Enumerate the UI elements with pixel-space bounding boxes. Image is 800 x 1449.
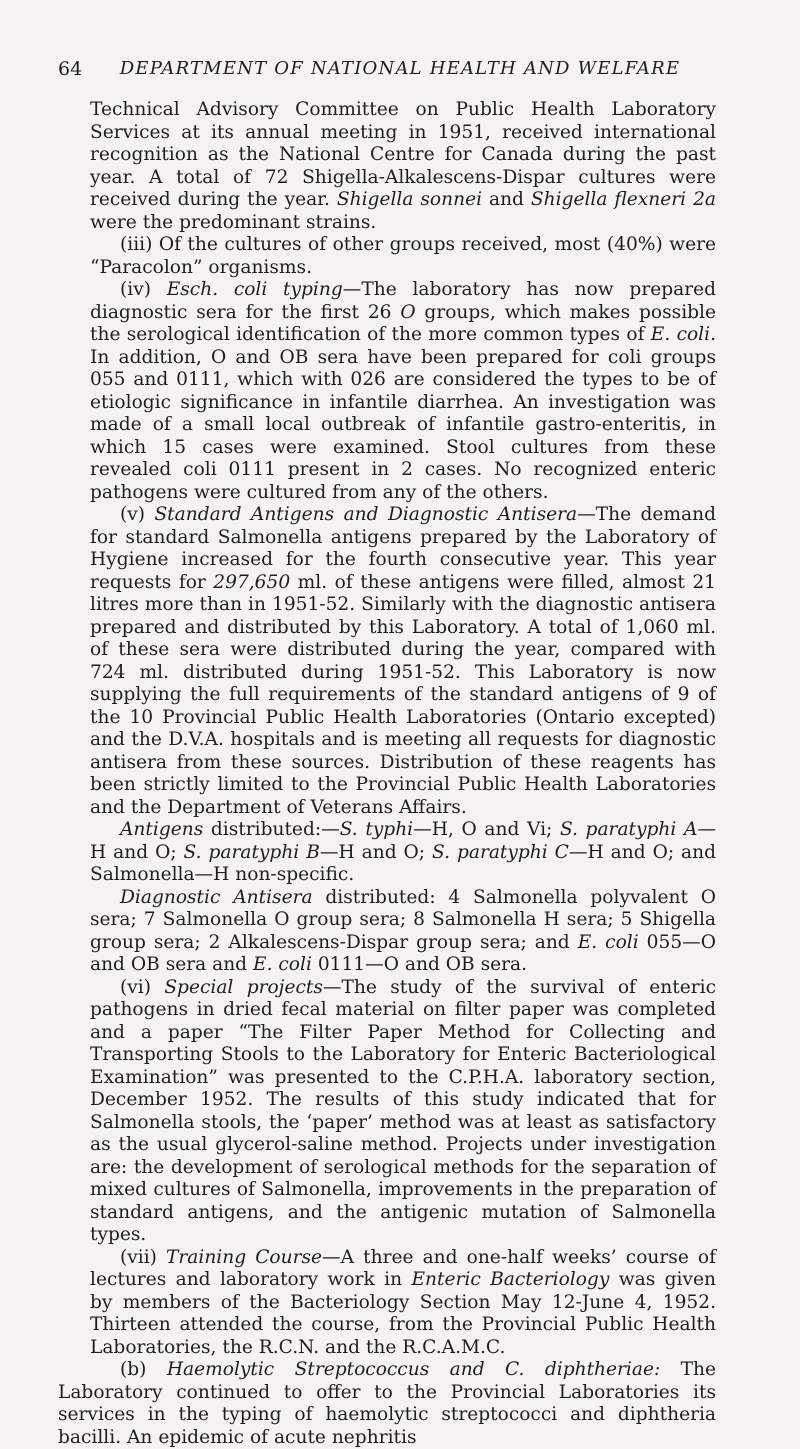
body-text xyxy=(58,99,717,1449)
text-run: —H, O and Vi; xyxy=(413,819,560,840)
italic-text: S. typhi xyxy=(339,819,414,840)
italic-text: S. paratyphi A xyxy=(559,819,698,840)
text-run: —H and O; and Salmonella—H non-specific. xyxy=(90,841,717,885)
italic-text: Training Course xyxy=(166,1246,323,1268)
text-run: ml. of these antigens were filled, almost 21 litres more than in 1951-52. Similarly with the diagnostic antisera prepared and distributed by this Laboratory. A total of 1,060 ml. of these sera were distributed during the year, compared with 724 ml. distributed during 1951-52. This Laboratory is now supplying the full requirements of the standard antigens of 9 of the 10 Provincial Public Health Laboratories (Ontario excepted) and the D.V.A. hospitals and is meeting all requests for diagnostic antisera from these sources. Distribution of these reagents has been strictly limited to the Provincial Public Health Laboratories and the Department of Veterans Affairs. xyxy=(90,571,716,818)
italic-text: Shigella flexneri 2a xyxy=(530,189,716,210)
italic-text: O xyxy=(400,301,416,323)
running-head: DEPARTMENT OF NATIONAL HEALTH AND WELFARE xyxy=(119,58,681,79)
text-run: —H and O; xyxy=(90,819,716,863)
italic-text: Esch. coli typing xyxy=(166,279,343,300)
text-run: —H and O; xyxy=(319,841,433,863)
paragraph xyxy=(90,977,716,1247)
text-run: (vi) xyxy=(120,976,165,998)
text-run: 0111—O and OB sera. xyxy=(311,954,528,975)
text-run: . In addition, O and OB sera have been prepared for coli groups 055 and 0111, which with 026 are considered the types to be of etiologic significance in infantile diarrhea. An investigation was made of a small local outbreak of infantile gastro-enteritis, in which 15 cases were examined. Stool cultures from these revealed coli 0111 present in 2 cases. No recognized enteric pathogens were cultured from any of the others. xyxy=(90,324,716,503)
text-run: (iii) Of the cultures of other groups received, most (40%) were “Paracolon” organisms. xyxy=(90,234,716,278)
italic-text: 297,650 xyxy=(213,571,291,593)
text-run: (b) xyxy=(120,1359,167,1380)
text-run: distributed: 4 Salmonella polyvalent O sera; 7 Salmonella O group sera; 8 Salmonella H sera; 5 Shigella group sera; 2 Alkalescens-Dispar group sera; and xyxy=(90,886,716,953)
text-run: —The demand for standard Salmonella antigens prepared by the Laboratory of Hygiene increased for the fourth consecutive year. This year requests for xyxy=(90,504,716,593)
italic-text: S. paratyphi C xyxy=(432,841,569,863)
text-run: (v) xyxy=(120,504,155,525)
text-run: distributed:— xyxy=(203,819,340,840)
italic-text: Special projects xyxy=(164,976,323,998)
paragraph xyxy=(90,819,716,887)
paragraph xyxy=(90,279,716,504)
text-run: 055—O and OB sera and xyxy=(90,931,716,975)
italic-text: E. coli xyxy=(650,324,711,345)
text-run: —A three and one-half weeks’ course of lectures and laboratory work in xyxy=(90,1246,716,1290)
paragraph xyxy=(58,1359,716,1449)
text-run: (iv) xyxy=(120,279,167,300)
paragraph xyxy=(90,1247,716,1360)
paragraph xyxy=(90,504,716,819)
italic-text: E. coli xyxy=(253,954,312,975)
text-run: and xyxy=(482,189,531,210)
page-number: 64 xyxy=(58,58,83,80)
italic-text: E. coli xyxy=(577,931,639,953)
italic-text: Haemolytic Streptococcus and C. diphtheriae: xyxy=(166,1359,661,1380)
text-run: —The study of the survival of enteric pathogens in dried fecal material on filter paper was completed and a paper “The Filter Paper Method for Collecting and Transporting Stools to the Laboratory for Enteric Bacteriological Examination” was presented to the C.P.H.A. laboratory section, December 1952. The results of this study indicated that for Salmonella stools, the ‘paper’ method was at least as satisfactory as the usual glycerol-saline method. Projects under investigation are: the development of serological methods for the separation of mixed cultures of Salmonella, improvements in the preparation of standard antigens, and the antigenic mutation of Salmonella types. xyxy=(90,976,716,1245)
italic-text: Standard Antigens and Diagnostic Antisera xyxy=(154,504,578,525)
italic-text: Diagnostic Antisera xyxy=(120,886,313,908)
text-run: —The laboratory has now prepared diagnostic sera for the first 26 xyxy=(90,279,717,323)
text-run: groups, which makes possible the serological identification of the more common types of xyxy=(90,301,716,345)
paragraph xyxy=(90,234,716,279)
text-run: (vii) xyxy=(120,1246,166,1268)
italic-text: Enteric Bacteriology xyxy=(411,1269,610,1290)
text-run: The Laboratory continued to offer to the Provincial Laboratories its services in the typing of haemolytic streptococci and diphtheria bacilli. An epidemic of acute nephritis xyxy=(58,1359,717,1448)
italic-text: Shigella sonnei xyxy=(336,189,483,210)
paragraph xyxy=(90,887,716,977)
paragraph xyxy=(90,99,716,234)
italic-text: Antigens xyxy=(120,819,204,840)
page-header xyxy=(58,58,742,88)
text-run: was given by members of the Bacteriology Section May 12-June 4, 1952. Thirteen attended the course, from the Provincial Public Health Laboratories, the R.C.N. and the R.C.A.M.C. xyxy=(90,1269,716,1358)
text-run: were the predominant strains. xyxy=(90,211,377,233)
text-run: Technical Advisory Committee on Public Health Laboratory Services at its annual meeting in 1951, received international recognition as the National Centre for Canada during the past year. A total of 72 Shigella-Alkalescens-Dispar cultures were received during the year. xyxy=(90,99,716,210)
italic-text: S. paratyphi B xyxy=(183,841,320,863)
